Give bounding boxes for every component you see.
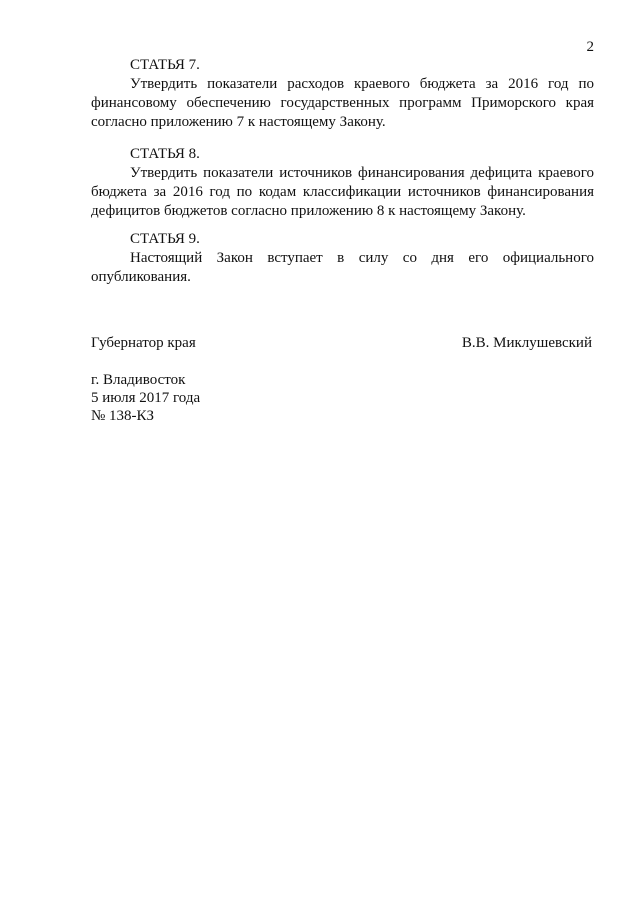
footer-law-number: № 138-КЗ <box>91 408 155 424</box>
signer-position: Губернатор края <box>91 335 196 351</box>
article-body: Утвердить показатели источников финансирования дефицита краевого бюджета за 2016 год по кодам классификации источников финансирования дефицитов бюджетов согласно приложению 8 к настоящему Закону. <box>91 165 594 219</box>
article-7 <box>91 56 594 132</box>
footer-date: 5 июля 2017 года <box>91 390 201 406</box>
article-body: Утвердить показатели расходов краевого бюджета за 2016 год по финансовому обеспечению государственных программ Приморского края согласно приложению 7 к настоящему Закону. <box>91 76 594 130</box>
article-8 <box>91 145 594 221</box>
article-9 <box>91 230 594 287</box>
article-heading: СТАТЬЯ 9. <box>130 231 200 247</box>
footer-city: г. Владивосток <box>91 372 186 388</box>
article-heading: СТАТЬЯ 8. <box>130 146 200 162</box>
article-body: Настоящий Закон вступает в силу со дня его официального опубликования. <box>91 250 594 285</box>
signature-block <box>91 334 594 353</box>
signer-name: В.В. Миклушевский <box>461 335 592 351</box>
document-footer <box>91 371 200 425</box>
article-heading: СТАТЬЯ 7. <box>130 57 200 73</box>
page-number: 2 <box>586 39 594 55</box>
